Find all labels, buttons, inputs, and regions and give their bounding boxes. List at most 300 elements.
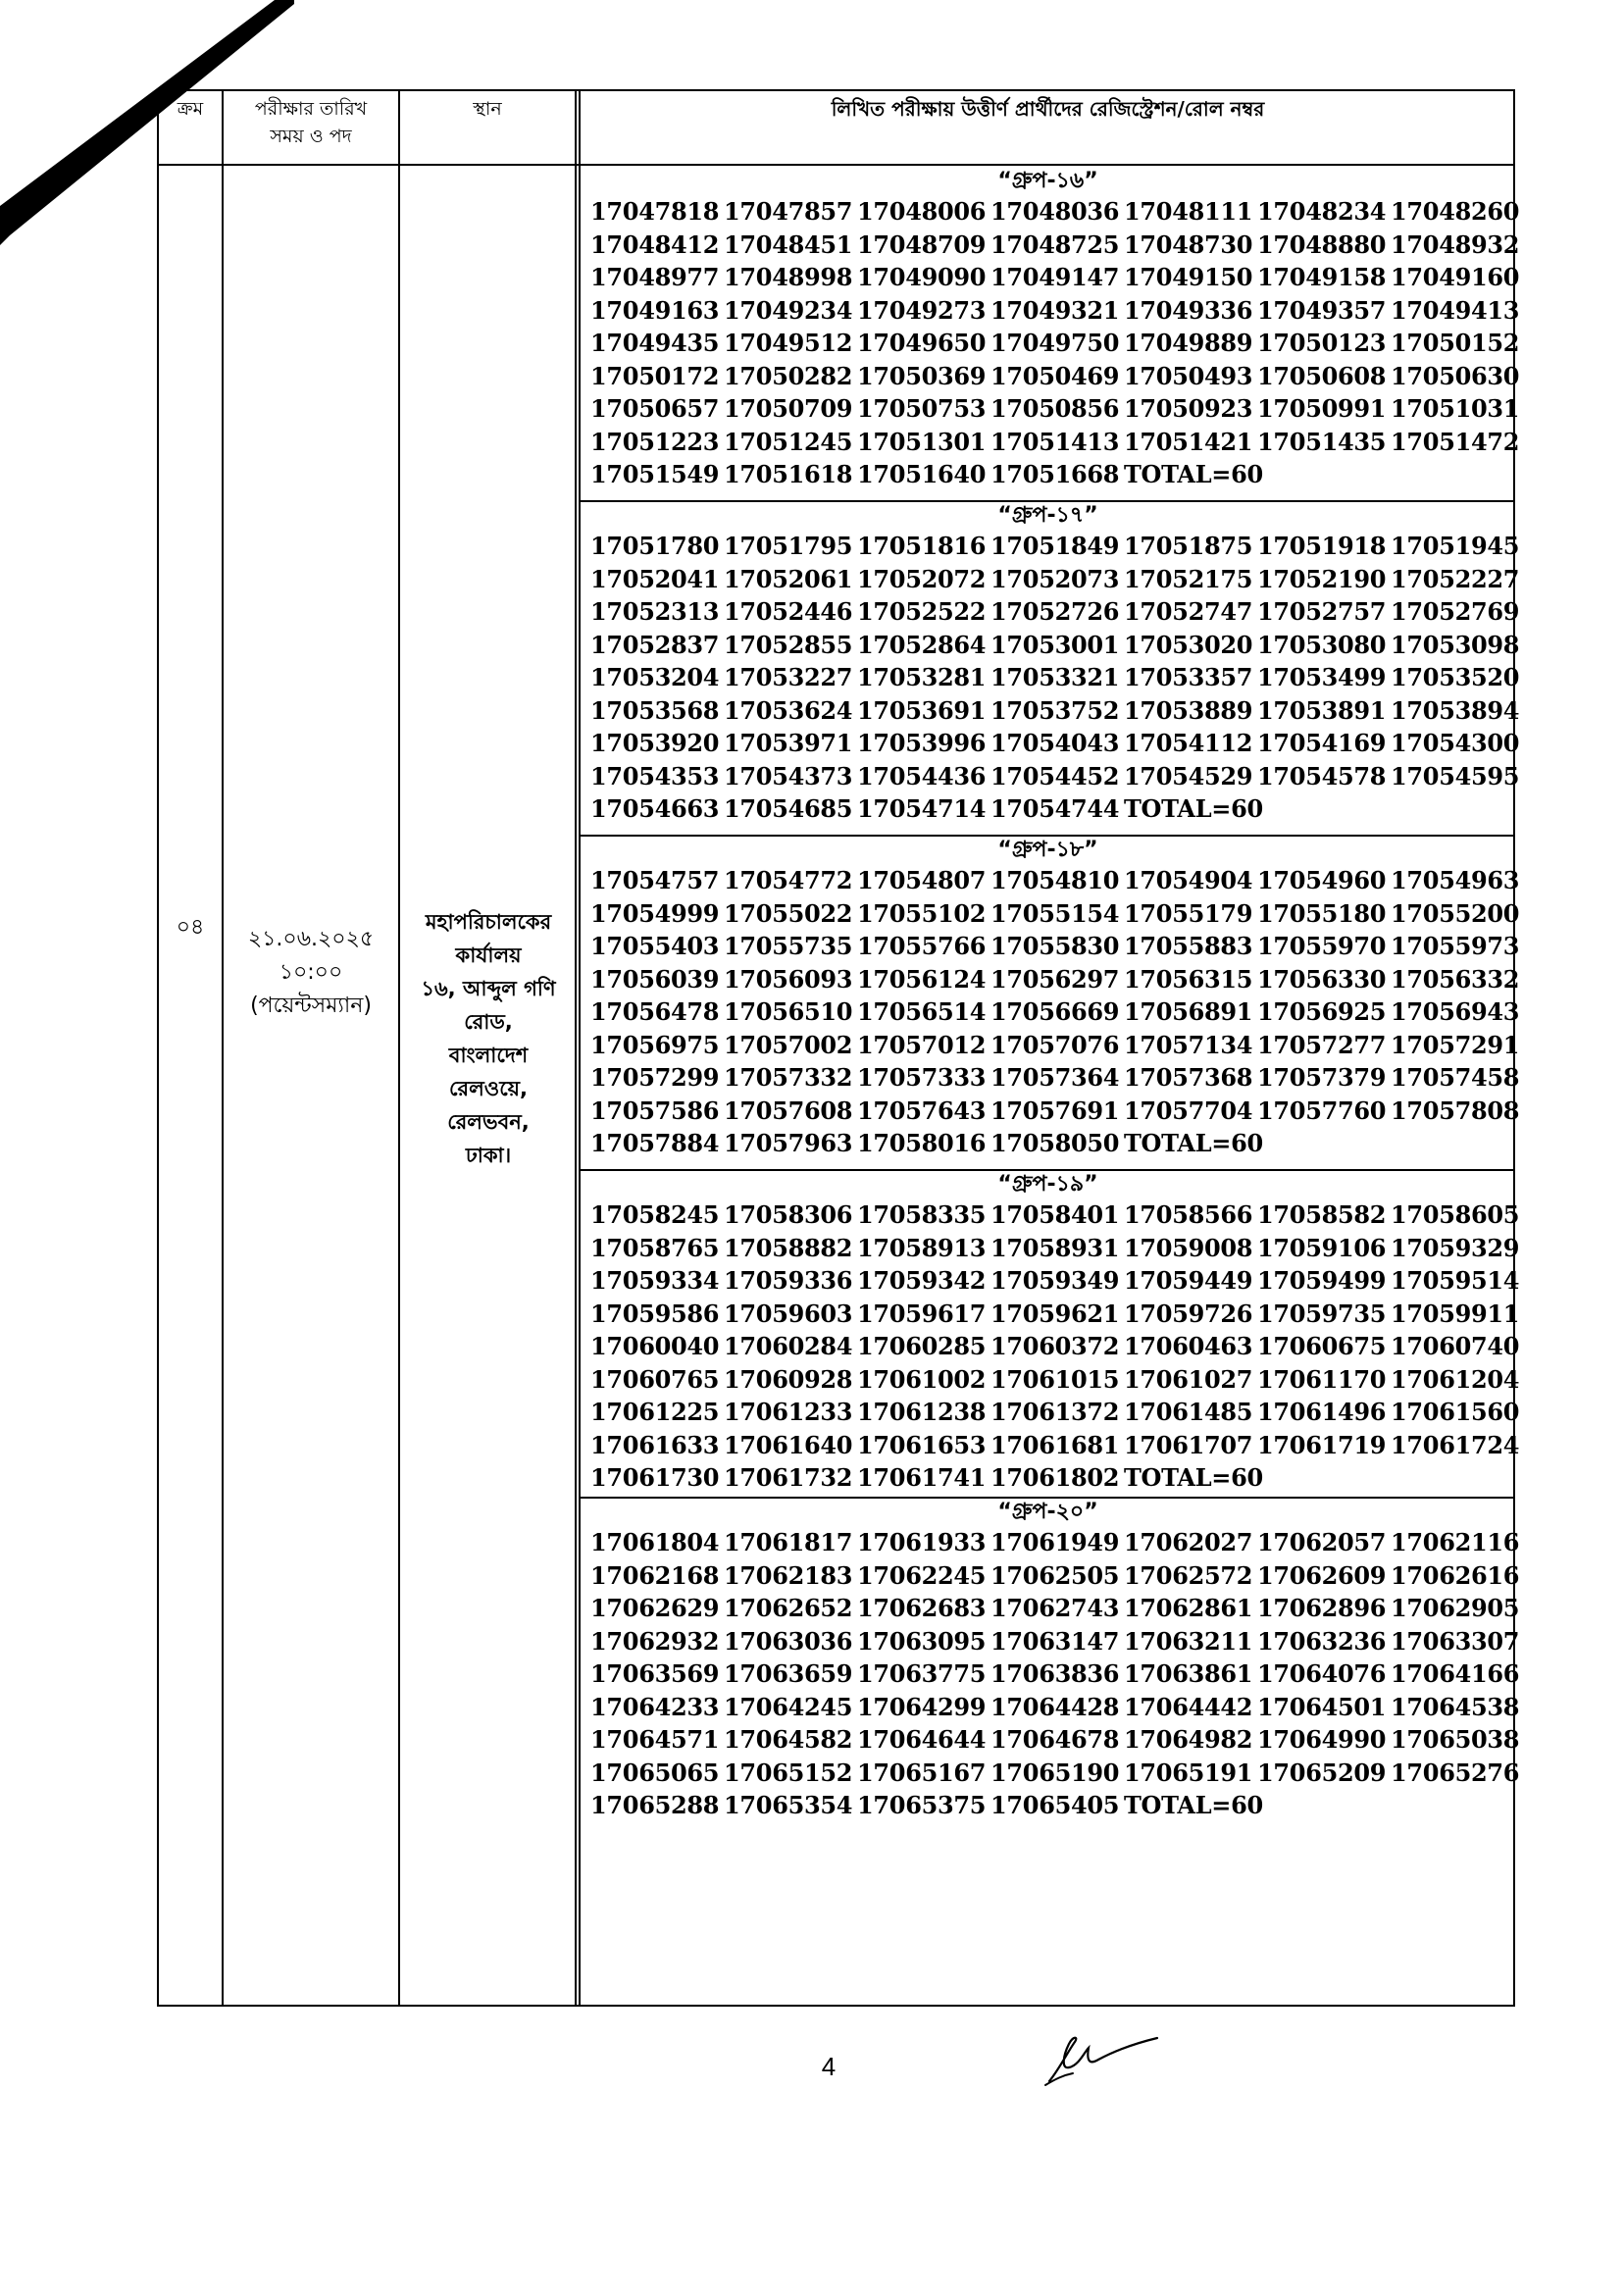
roll-number: 17054112 bbox=[1124, 729, 1253, 757]
roll-number: 17064299 bbox=[857, 1692, 987, 1721]
roll-number: 17049321 bbox=[990, 295, 1120, 325]
roll-number: 17049147 bbox=[990, 263, 1120, 291]
roll-number: 17062616 bbox=[1391, 1560, 1520, 1590]
roll-number: 17049234 bbox=[724, 295, 853, 325]
exam-venue bbox=[400, 905, 577, 1172]
exam-post: (পয়েন্টসম্যান) bbox=[250, 994, 372, 1018]
roll-number: 17051668 bbox=[990, 460, 1120, 488]
venue-line: রোড, bbox=[464, 1010, 513, 1034]
roll-number: 17062168 bbox=[590, 1560, 720, 1590]
roll-number: 17055766 bbox=[857, 932, 987, 960]
roll-number: 17065209 bbox=[1257, 1758, 1387, 1787]
group-title: “গ্রুপ-১৭” bbox=[997, 503, 1098, 528]
roll-number: 17051472 bbox=[1391, 427, 1520, 456]
roll-number: 17065405 bbox=[990, 1791, 1120, 1819]
roll-number: 17054904 bbox=[1124, 866, 1253, 894]
venue-line: রেলভবন, bbox=[447, 1110, 530, 1134]
roll-number: 17059911 bbox=[1391, 1299, 1520, 1328]
roll-number: 17053691 bbox=[857, 695, 987, 725]
serial-number: ০৪ bbox=[176, 915, 205, 940]
roll-number: 17051223 bbox=[590, 427, 720, 456]
roll-number: 17060928 bbox=[724, 1364, 853, 1394]
venue-line: ঢাকা। bbox=[465, 1144, 512, 1167]
roll-number: 17058401 bbox=[990, 1200, 1120, 1229]
roll-number: 17057333 bbox=[857, 1063, 987, 1092]
roll-number: 17057364 bbox=[990, 1063, 1120, 1092]
roll-number: 17061225 bbox=[590, 1398, 720, 1426]
group-block bbox=[581, 502, 1520, 826]
group-block bbox=[581, 168, 1520, 491]
roll-number: 17063569 bbox=[590, 1659, 720, 1688]
roll-number: 17064990 bbox=[1257, 1725, 1387, 1754]
column-divider bbox=[222, 91, 224, 2005]
roll-number: 17060463 bbox=[1124, 1332, 1253, 1360]
roll-number: 17049650 bbox=[857, 329, 987, 357]
roll-number: 17058882 bbox=[724, 1233, 853, 1262]
roll-number: 17050608 bbox=[1257, 361, 1387, 390]
roll-number: 17053281 bbox=[857, 663, 987, 691]
roll-number: 17053357 bbox=[1124, 663, 1253, 691]
roll-number: 17057012 bbox=[857, 1030, 987, 1059]
roll-number: 17057458 bbox=[1391, 1063, 1520, 1092]
roll-number: 17061724 bbox=[1391, 1430, 1520, 1459]
roll-number: 17048260 bbox=[1391, 197, 1520, 226]
roll-number: 17053204 bbox=[590, 663, 720, 691]
group-block bbox=[581, 1499, 1520, 1822]
roll-number: 17054169 bbox=[1257, 729, 1387, 757]
roll-number: 17052864 bbox=[857, 630, 987, 659]
roll-number: 17052757 bbox=[1257, 597, 1387, 626]
roll-number: 17054714 bbox=[857, 794, 987, 823]
roll-number: 17049435 bbox=[590, 329, 720, 357]
roll-number: 17047818 bbox=[590, 197, 720, 226]
roll-number: 17063836 bbox=[990, 1659, 1120, 1688]
roll-number: 17056332 bbox=[1391, 964, 1520, 994]
roll-number: 17065276 bbox=[1391, 1758, 1520, 1787]
roll-number: 17064245 bbox=[724, 1692, 853, 1721]
roll-number: 17065375 bbox=[857, 1791, 987, 1819]
roll-number: 17052837 bbox=[590, 630, 720, 659]
roll-number: 17065288 bbox=[590, 1791, 720, 1819]
roll-number: 17064582 bbox=[724, 1725, 853, 1754]
roll-number: 17051849 bbox=[990, 532, 1120, 560]
roll-number: 17063775 bbox=[857, 1659, 987, 1688]
group-block bbox=[581, 1171, 1520, 1495]
roll-number: 17052747 bbox=[1124, 597, 1253, 626]
roll-number: 17062609 bbox=[1257, 1560, 1387, 1590]
roll-number: 17065152 bbox=[724, 1758, 853, 1787]
roll-number: 17059106 bbox=[1257, 1233, 1387, 1262]
roll-number: 17057332 bbox=[724, 1063, 853, 1092]
roll-number: 17049750 bbox=[990, 329, 1120, 357]
roll-number: 17056330 bbox=[1257, 964, 1387, 994]
roll-number: 17048725 bbox=[990, 229, 1120, 259]
roll-number: 17064678 bbox=[990, 1725, 1120, 1754]
roll-number: 17056297 bbox=[990, 964, 1120, 994]
roll-number: 17059621 bbox=[990, 1299, 1120, 1328]
roll-number: 17050923 bbox=[1124, 394, 1253, 423]
roll-number: 17059735 bbox=[1257, 1299, 1387, 1328]
roll-number: 17059449 bbox=[1124, 1266, 1253, 1295]
roll-number: 17049357 bbox=[1257, 295, 1387, 325]
roll-number: 17054999 bbox=[590, 898, 720, 928]
roll-number: 17052175 bbox=[1124, 564, 1253, 593]
roll-number: 17052072 bbox=[857, 564, 987, 593]
roll-number: 17054744 bbox=[990, 794, 1120, 823]
roll-number: 17056124 bbox=[857, 964, 987, 994]
roll-number: 17056943 bbox=[1391, 997, 1520, 1026]
roll-number: 17062896 bbox=[1257, 1594, 1387, 1622]
venue-line: কার্যালয় bbox=[455, 943, 522, 967]
roll-number: 17051640 bbox=[857, 460, 987, 488]
roll-number: 17055735 bbox=[724, 932, 853, 960]
roll-number: 17060372 bbox=[990, 1332, 1120, 1360]
roll-number: 17059586 bbox=[590, 1299, 720, 1328]
roll-number: 17052190 bbox=[1257, 564, 1387, 593]
roll-number: 17052855 bbox=[724, 630, 853, 659]
roll-number: 17059329 bbox=[1391, 1233, 1520, 1262]
roll-number: 17049336 bbox=[1124, 295, 1253, 325]
roll-number: 17057608 bbox=[724, 1096, 853, 1125]
roll-number: 17053227 bbox=[724, 663, 853, 691]
roll-number: 17050493 bbox=[1124, 361, 1253, 390]
roll-number: 17058245 bbox=[590, 1200, 720, 1229]
roll-number: 17061002 bbox=[857, 1364, 987, 1394]
roll-number: 17053499 bbox=[1257, 663, 1387, 691]
roll-number: 17061949 bbox=[990, 1528, 1120, 1556]
roll-number: 17058582 bbox=[1257, 1200, 1387, 1229]
roll-number: 17050991 bbox=[1257, 394, 1387, 423]
group-title: “গ্রুপ-১৮” bbox=[997, 838, 1098, 862]
roll-number: 17061640 bbox=[724, 1430, 853, 1459]
roll-number: 17062572 bbox=[1124, 1560, 1253, 1590]
roll-number: 17054963 bbox=[1391, 866, 1520, 894]
roll-number: 17057884 bbox=[590, 1129, 720, 1157]
group-block bbox=[581, 837, 1520, 1160]
roll-number: 17057643 bbox=[857, 1096, 987, 1125]
roll-number: 17061719 bbox=[1257, 1430, 1387, 1459]
roll-number: 17051875 bbox=[1124, 532, 1253, 560]
roll-number: 17055970 bbox=[1257, 932, 1387, 960]
roll-number: 17049512 bbox=[724, 329, 853, 357]
roll-number: 17058306 bbox=[724, 1200, 853, 1229]
roll-number: 17054960 bbox=[1257, 866, 1387, 894]
roll-number: 17054353 bbox=[590, 761, 720, 790]
roll-number: 17058050 bbox=[990, 1129, 1120, 1157]
roll-number: 17056510 bbox=[724, 997, 853, 1026]
venue-line: বাংলাদেশ bbox=[448, 1044, 529, 1067]
roll-number: 17057704 bbox=[1124, 1096, 1253, 1125]
roll-number: 17063659 bbox=[724, 1659, 853, 1688]
group-total: TOTAL=60 bbox=[1124, 1129, 1263, 1157]
roll-number: 17049413 bbox=[1391, 295, 1520, 325]
roll-number: 17062683 bbox=[857, 1594, 987, 1622]
roll-number: 17054373 bbox=[724, 761, 853, 790]
roll-number: 17054810 bbox=[990, 866, 1120, 894]
roll-number: 17056478 bbox=[590, 997, 720, 1026]
roll-number: 17065191 bbox=[1124, 1758, 1253, 1787]
roll-number: 17057760 bbox=[1257, 1096, 1387, 1125]
roll-number: 17064982 bbox=[1124, 1725, 1253, 1754]
roll-number: 17062027 bbox=[1124, 1528, 1253, 1556]
header-date-line2: সময় ও পদ bbox=[270, 126, 352, 147]
exam-date: ২১.০৬.২০২৫ bbox=[247, 927, 375, 951]
roll-number: 17057291 bbox=[1391, 1030, 1520, 1059]
roll-number: 17049090 bbox=[857, 263, 987, 291]
roll-number: 17064233 bbox=[590, 1692, 720, 1721]
group-total: TOTAL=60 bbox=[1124, 1463, 1263, 1492]
roll-number: 17052726 bbox=[990, 597, 1120, 626]
header-date-line1: পরীক্ষার তারিখ bbox=[254, 98, 368, 120]
roll-number: 17058931 bbox=[990, 1233, 1120, 1262]
roll-number: 17049150 bbox=[1124, 263, 1253, 291]
roll-number: 17054436 bbox=[857, 761, 987, 790]
roll-number-grid bbox=[590, 864, 1520, 1160]
roll-number: 17051780 bbox=[590, 532, 720, 560]
roll-number: 17056975 bbox=[590, 1030, 720, 1059]
roll-number: 17052313 bbox=[590, 597, 720, 626]
roll-number: 17051301 bbox=[857, 427, 987, 456]
group-total: TOTAL=60 bbox=[1124, 794, 1263, 823]
roll-number: 17054578 bbox=[1257, 761, 1387, 790]
roll-number: 17062743 bbox=[990, 1594, 1120, 1622]
roll-number: 17065038 bbox=[1391, 1725, 1520, 1754]
roll-number: 17064442 bbox=[1124, 1692, 1253, 1721]
roll-number: 17058335 bbox=[857, 1200, 987, 1229]
roll-number: 17054529 bbox=[1124, 761, 1253, 790]
roll-number: 17064076 bbox=[1257, 1659, 1387, 1688]
roll-number: 17051945 bbox=[1391, 532, 1520, 560]
roll-number: 17065167 bbox=[857, 1758, 987, 1787]
roll-number: 17051795 bbox=[724, 532, 853, 560]
roll-number: 17057002 bbox=[724, 1030, 853, 1059]
roll-number: 17065065 bbox=[590, 1758, 720, 1787]
roll-number: 17056093 bbox=[724, 964, 853, 994]
roll-number: 17059349 bbox=[990, 1266, 1120, 1295]
roll-number: 17051816 bbox=[857, 532, 987, 560]
roll-number: 17053020 bbox=[1124, 630, 1253, 659]
header-date-time-post bbox=[224, 95, 398, 150]
roll-number: 17057368 bbox=[1124, 1063, 1253, 1092]
roll-number: 17059334 bbox=[590, 1266, 720, 1295]
roll-number: 17061204 bbox=[1391, 1364, 1520, 1394]
roll-number: 17062245 bbox=[857, 1560, 987, 1590]
roll-number: 17059499 bbox=[1257, 1266, 1387, 1295]
roll-number: 17062652 bbox=[724, 1594, 853, 1622]
header-venue: স্থান bbox=[473, 98, 502, 120]
roll-number: 17056039 bbox=[590, 964, 720, 994]
group-title: “গ্রুপ-১৯” bbox=[997, 1172, 1098, 1197]
roll-number: 17048932 bbox=[1391, 229, 1520, 259]
roll-number: 17062905 bbox=[1391, 1594, 1520, 1622]
roll-number-grid bbox=[590, 1198, 1520, 1495]
roll-number: 17048006 bbox=[857, 197, 987, 226]
roll-number: 17051031 bbox=[1391, 394, 1520, 423]
roll-number: 17056669 bbox=[990, 997, 1120, 1026]
roll-number: 17049158 bbox=[1257, 263, 1387, 291]
roll-number: 17061741 bbox=[857, 1463, 987, 1492]
roll-number: 17057586 bbox=[590, 1096, 720, 1125]
roll-number: 17049163 bbox=[590, 295, 720, 325]
roll-number: 17060285 bbox=[857, 1332, 987, 1360]
header-divider bbox=[159, 164, 1513, 166]
roll-number: 17053098 bbox=[1391, 630, 1520, 659]
roll-number: 17054043 bbox=[990, 729, 1120, 757]
roll-number: 17061933 bbox=[857, 1528, 987, 1556]
roll-number-grid bbox=[590, 1526, 1520, 1822]
roll-number-grid bbox=[590, 195, 1520, 491]
roll-number: 17060040 bbox=[590, 1332, 720, 1360]
roll-number: 17050152 bbox=[1391, 329, 1520, 357]
roll-number: 17059726 bbox=[1124, 1299, 1253, 1328]
roll-number: 17053752 bbox=[990, 695, 1120, 725]
roll-number: 17054595 bbox=[1391, 761, 1520, 790]
roll-number: 17061233 bbox=[724, 1398, 853, 1426]
roll-number: 17050753 bbox=[857, 394, 987, 423]
roll-number: 17064166 bbox=[1391, 1659, 1520, 1688]
roll-number: 17061496 bbox=[1257, 1398, 1387, 1426]
roll-number: 17048709 bbox=[857, 229, 987, 259]
group-title: “গ্রুপ-২০” bbox=[997, 1500, 1098, 1524]
roll-number: 17052769 bbox=[1391, 597, 1520, 626]
roll-number: 17050282 bbox=[724, 361, 853, 390]
roll-number: 17053001 bbox=[990, 630, 1120, 659]
roll-number: 17054452 bbox=[990, 761, 1120, 790]
roll-number: 17057134 bbox=[1124, 1030, 1253, 1059]
roll-number: 17062116 bbox=[1391, 1528, 1520, 1556]
roll-number: 17049160 bbox=[1391, 263, 1520, 291]
roll-number: 17053520 bbox=[1391, 663, 1520, 691]
roll-number: 17051435 bbox=[1257, 427, 1387, 456]
roll-number: 17059603 bbox=[724, 1299, 853, 1328]
header-serial: ক্রম bbox=[177, 98, 204, 120]
roll-number: 17055179 bbox=[1124, 898, 1253, 928]
roll-number: 17050709 bbox=[724, 394, 853, 423]
roll-number: 17053080 bbox=[1257, 630, 1387, 659]
roll-number: 17061485 bbox=[1124, 1398, 1253, 1426]
roll-number: 17064644 bbox=[857, 1725, 987, 1754]
roll-number: 17048451 bbox=[724, 229, 853, 259]
roll-number: 17050369 bbox=[857, 361, 987, 390]
roll-number: 17060765 bbox=[590, 1364, 720, 1394]
roll-number: 17061681 bbox=[990, 1430, 1120, 1459]
roll-number: 17061238 bbox=[857, 1398, 987, 1426]
exam-time: ১০:০০ bbox=[279, 960, 343, 985]
roll-number: 17050657 bbox=[590, 394, 720, 423]
roll-number: 17057277 bbox=[1257, 1030, 1387, 1059]
roll-number: 17064571 bbox=[590, 1725, 720, 1754]
roll-number: 17062932 bbox=[590, 1626, 720, 1656]
roll-number: 17048880 bbox=[1257, 229, 1387, 259]
roll-number: 17055154 bbox=[990, 898, 1120, 928]
roll-number: 17055022 bbox=[724, 898, 853, 928]
roll-number: 17057299 bbox=[590, 1063, 720, 1092]
roll-number: 17048111 bbox=[1124, 197, 1253, 226]
roll-number: 17064501 bbox=[1257, 1692, 1387, 1721]
page-number: 4 bbox=[821, 2052, 837, 2081]
roll-number: 17057379 bbox=[1257, 1063, 1387, 1092]
roll-number: 17050172 bbox=[590, 361, 720, 390]
roll-number: 17061732 bbox=[724, 1463, 853, 1492]
roll-number: 17051549 bbox=[590, 460, 720, 488]
roll-number: 17063036 bbox=[724, 1626, 853, 1656]
group-title: “গ্রুপ-১৬” bbox=[997, 169, 1098, 193]
roll-number: 17049889 bbox=[1124, 329, 1253, 357]
roll-number: 17058765 bbox=[590, 1233, 720, 1262]
roll-number: 17061707 bbox=[1124, 1430, 1253, 1459]
group-total: TOTAL=60 bbox=[1124, 460, 1263, 488]
roll-number: 17053894 bbox=[1391, 695, 1520, 725]
roll-number: 17063307 bbox=[1391, 1626, 1520, 1656]
roll-number: 17055102 bbox=[857, 898, 987, 928]
roll-number: 17053889 bbox=[1124, 695, 1253, 725]
roll-number: 17053624 bbox=[724, 695, 853, 725]
roll-number: 17062629 bbox=[590, 1594, 720, 1622]
roll-number: 17061653 bbox=[857, 1430, 987, 1459]
roll-number: 17061372 bbox=[990, 1398, 1120, 1426]
roll-number: 17050469 bbox=[990, 361, 1120, 390]
header-roll-numbers: লিখিত পরীক্ষায় উত্তীর্ণ প্রার্থীদের রেজিস্ট্রেশন/রোল নম্বর bbox=[831, 97, 1265, 121]
roll-number: 17063211 bbox=[1124, 1626, 1253, 1656]
roll-number: 17061027 bbox=[1124, 1364, 1253, 1394]
roll-number: 17059342 bbox=[857, 1266, 987, 1295]
roll-number: 17061015 bbox=[990, 1364, 1120, 1394]
roll-number: 17062183 bbox=[724, 1560, 853, 1590]
roll-number: 17051421 bbox=[1124, 427, 1253, 456]
roll-number: 17061802 bbox=[990, 1463, 1120, 1492]
roll-number: 17055403 bbox=[590, 932, 720, 960]
venue-line: মহাপরিচালকের bbox=[425, 910, 552, 934]
roll-number: 17055830 bbox=[990, 932, 1120, 960]
roll-number: 17060740 bbox=[1391, 1332, 1520, 1360]
roll-number: 17059008 bbox=[1124, 1233, 1253, 1262]
roll-number: 17057963 bbox=[724, 1129, 853, 1157]
roll-number: 17058566 bbox=[1124, 1200, 1253, 1229]
roll-number: 17051918 bbox=[1257, 532, 1387, 560]
roll-number: 17061170 bbox=[1257, 1364, 1387, 1394]
signature bbox=[1030, 2030, 1167, 2089]
roll-number: 17057076 bbox=[990, 1030, 1120, 1059]
roll-number: 17055180 bbox=[1257, 898, 1387, 928]
roll-number: 17055883 bbox=[1124, 932, 1253, 960]
roll-number: 17053971 bbox=[724, 729, 853, 757]
roll-number: 17065190 bbox=[990, 1758, 1120, 1787]
roll-number: 17056925 bbox=[1257, 997, 1387, 1026]
roll-number: 17056514 bbox=[857, 997, 987, 1026]
roll-number: 17053321 bbox=[990, 663, 1120, 691]
roll-number: 17052041 bbox=[590, 564, 720, 593]
roll-number: 17061633 bbox=[590, 1430, 720, 1459]
roll-number: 17048977 bbox=[590, 263, 720, 291]
roll-number: 17054807 bbox=[857, 866, 987, 894]
roll-number: 17053920 bbox=[590, 729, 720, 757]
roll-number: 17054300 bbox=[1391, 729, 1520, 757]
roll-number: 17053568 bbox=[590, 695, 720, 725]
results-table bbox=[157, 89, 1520, 2007]
roll-number: 17048036 bbox=[990, 197, 1120, 226]
roll-number: 17064428 bbox=[990, 1692, 1120, 1721]
venue-line: ১৬, আব্দুল গণি bbox=[421, 977, 556, 1000]
roll-number: 17063236 bbox=[1257, 1626, 1387, 1656]
roll-number: 17062505 bbox=[990, 1560, 1120, 1590]
roll-number: 17060284 bbox=[724, 1332, 853, 1360]
roll-number: 17056315 bbox=[1124, 964, 1253, 994]
roll-number: 17048730 bbox=[1124, 229, 1253, 259]
roll-number: 17055200 bbox=[1391, 898, 1520, 928]
roll-number: 17051413 bbox=[990, 427, 1120, 456]
roll-number: 17059617 bbox=[857, 1299, 987, 1328]
roll-number: 17054772 bbox=[724, 866, 853, 894]
